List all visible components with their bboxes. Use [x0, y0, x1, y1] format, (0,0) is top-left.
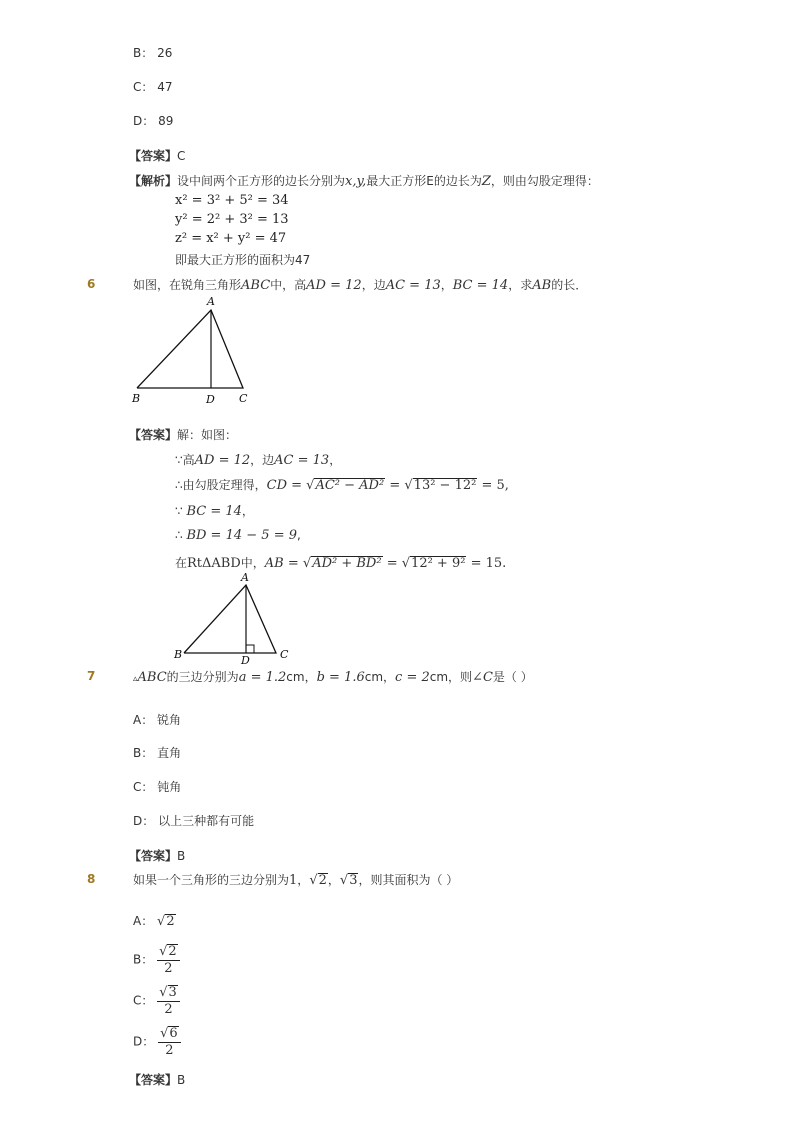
vertex-label-d: D	[206, 393, 215, 406]
right-angle-mark	[246, 645, 254, 653]
fraction: $\frac{√6}{2}$	[158, 1026, 181, 1058]
q6-step-2: ∴由勾股定理得，CD = √AC² − AD² = √13² − 12² = 5,	[175, 478, 509, 493]
q8-answer	[129, 1071, 185, 1088]
vertex-label-c: C	[280, 648, 289, 661]
answer-label: 【答案】	[129, 849, 178, 863]
q8-stem: 如果一个三角形的三边分别为1，√2，√3，则其面积为（ ）	[133, 873, 459, 888]
vertex-label-a: A	[207, 295, 215, 308]
q5-option-c: C： 47	[133, 80, 173, 94]
vertex-label-b: B	[132, 392, 141, 405]
q8-option-d: D： $\frac{√6}{2}$	[133, 1026, 181, 1058]
fraction: $\frac{√3}{2}$	[157, 985, 180, 1017]
q5-conclusion: 即最大正方形的面积为47	[175, 253, 311, 267]
vertex-label-c: C	[239, 392, 248, 405]
q6-step-5: 在RtΔABD中，AB = √AD² + BD² = √12² + 9² = 15.	[175, 556, 507, 571]
q6-triangle-figure	[125, 292, 265, 407]
question-number-6: 6	[87, 277, 96, 291]
answer-label: 【答案】	[129, 428, 178, 442]
q5-equation-2: y² = 2² + 3² = 13	[175, 212, 289, 227]
q7-option-a: A： 锐角	[133, 713, 182, 727]
triangle-abc	[137, 310, 243, 388]
triangle-abc	[184, 585, 276, 653]
q7-option-d: D： 以上三种都有可能	[133, 814, 255, 828]
vertex-label-a: A	[241, 571, 249, 584]
q8-option-a: A： √2	[133, 914, 175, 929]
vertex-label-d: D	[241, 654, 250, 665]
q5-equation-3: z² = x² + y² = 47	[175, 231, 287, 246]
question-number-7: 7	[87, 669, 96, 683]
q6-step-1: ∵高AD = 12，边AC = 13，	[175, 453, 342, 468]
question-number-8: 8	[87, 872, 96, 886]
answer-value: B	[177, 849, 186, 863]
analysis-label: 【解析】	[129, 174, 178, 188]
q5-analysis: 【解析】设中间两个正方形的边长分别为x,y,最大正方形E的边长为Z，则由勾股定理得：	[129, 174, 599, 189]
fraction: $\frac{√2}{2}$	[157, 944, 180, 976]
q7-stem: ▵ABC的三边分别为a = 1.2cm，b = 1.6cm，c = 2cm，则∠C是（ ）	[133, 670, 533, 685]
q5-equation-1: x² = 3² + 5² = 34	[175, 193, 289, 208]
q7-option-b: B： 直角	[133, 746, 182, 760]
q6-step-4: ∴ BD = 14 − 5 = 9,	[175, 528, 301, 543]
q6-answer-figure	[168, 570, 298, 665]
q6-answer: 【答案】解：如图：	[129, 428, 238, 442]
answer-label: 【答案】	[129, 1073, 178, 1087]
answer-value: B	[177, 1073, 186, 1087]
q7-answer	[129, 847, 185, 864]
q8-option-b: B： $\frac{√2}{2}$	[133, 944, 180, 976]
q8-option-c: C： $\frac{√3}{2}$	[133, 985, 180, 1017]
answer-label: 【答案】	[129, 149, 178, 163]
q5-option-d: D： 89	[133, 114, 174, 128]
q5-answer	[129, 147, 185, 164]
q7-option-c: C： 钝角	[133, 780, 182, 794]
q6-stem: 如图，在锐角三角形ABC中，高AD = 12，边AC = 13，BC = 14，求AB的长．	[133, 278, 588, 293]
q5-option-b: B： 26	[133, 46, 173, 60]
answer-value: C	[177, 149, 186, 163]
vertex-label-b: B	[174, 648, 183, 661]
q6-step-3: ∵ BC = 14，	[175, 504, 254, 519]
